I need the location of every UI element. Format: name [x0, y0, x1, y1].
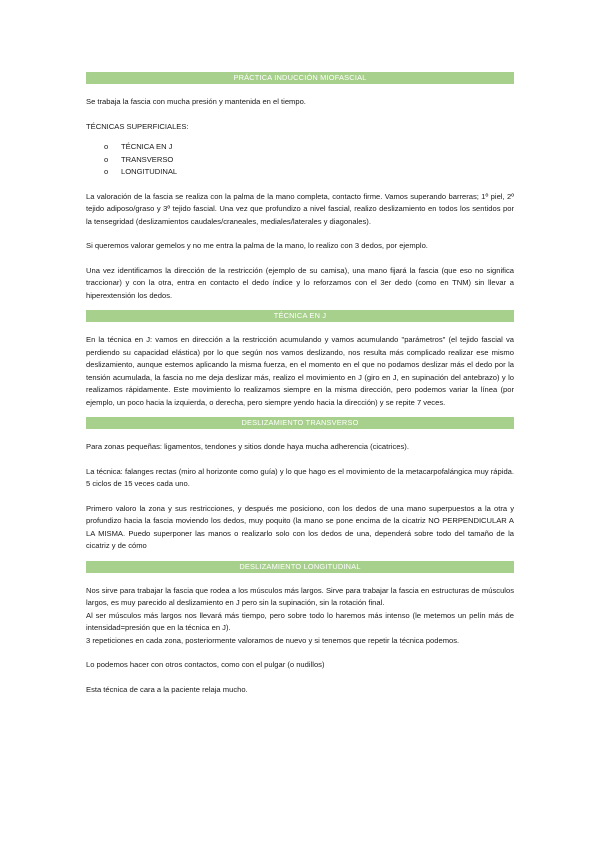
section-heading-longitudinal: DESLIZAMIENTO LONGITUDINAL: [86, 561, 514, 573]
bullet-marker: o: [104, 167, 109, 176]
gemelos-paragraph: Si queremos valorar gemelos y no me entra la palma de la mano, lo realizo con 3 dedos, por ejemplo.: [86, 241, 428, 250]
title-bar: PRÁCTICA INDUCCIÓN MIOFASCIAL: [86, 72, 514, 84]
longitudinal-paragraph-4: Lo podemos hacer con otros contactos, como con el pulgar (o nudillos): [86, 660, 325, 669]
transverso-paragraph-3: Primero valoro la zona y sus restricciones, y después me posiciono, con los dedos de una mano superpuestos a la otra y profundizo hacia la fascia moviendo los dedos, muy poquito (la mano se pone encima de la cicatriz NO PERPENDICULAR A LA MISMA. Puedo superponer las manos o realizarlo solo con los dedos de una, dependerá sobre todo del tamaño de la cicatriz y de cómo: [86, 503, 514, 550]
longitudinal-paragraph-5: Esta técnica de cara a la paciente relaja mucho.: [86, 684, 248, 694]
longitudinal-paragraph-3: 3 repeticiones en cada zona, posteriormente valoramos de nuevo y si tenemos que repetir la técnica podemos.: [86, 635, 460, 645]
bullet-marker: o: [104, 142, 109, 151]
list-item-text: TRANSVERSO: [121, 154, 174, 164]
longitudinal-paragraph-1: Nos sirve para trabajar la fascia que rodea a los músculos más largos. Sirve para trabajar la fascia en estructuras de músculos largos, es muy parecido al deslizamiento en J pero sin la supinación, sin la rotación final.: [86, 585, 514, 607]
list-item: [104, 141, 514, 154]
list-item: [104, 154, 514, 167]
tecnica-j-paragraph: En la técnica en J: vamos en dirección a la restricción acumulando y vamos acumulando "parámetros" (el tejido fascial va perdiendo su capacidad elástica) por lo que según nos vamos deslizando, nos resulta más complicado realizar ese mismo deslizamiento, aunque estemos aplicando la misma fuerza, en el momento en el que no podamos deslizar más el dedo por la tensión acumulada, la fascia no me deja deslizar más, realizo el movimiento en J (giro en J, en supinación del antebrazo) y lo realizamos rápidamente. Este movimiento lo realizamos siempre en la misma dirección, pero podemos variar la línea (por ejemplo, un poco hacia la izquierda, o derecha, pero siempre yendo hacia la dirección) y se repite 7 veces.: [86, 335, 514, 407]
list-item-text: LONGITUDINAL: [121, 167, 178, 176]
tecnicas-heading: TÉCNICAS SUPERFICIALES:: [86, 121, 189, 131]
direccion-paragraph: Una vez identificamos la dirección de la restricción (ejemplo de su camisa), una mano fijará la fascia (que eso no significa traccionar) y con la otra, entra en contacto el dedo índice y lo reforzamos con el 3er dedo (como en TNM) sin llevar a hiperextensión los dedos.: [86, 265, 514, 300]
bullet-marker: o: [104, 154, 109, 164]
list-item-text: TÉCNICA EN J: [121, 142, 173, 151]
list-item: [104, 166, 514, 179]
tecnicas-list: [86, 141, 514, 179]
section-heading-tecnica-j: TÉCNICA EN J: [86, 310, 514, 322]
transverso-paragraph-2: La técnica: falanges rectas (miro al horizonte como guía) y lo que hago es el movimiento de la metacarpofalángica muy rápida. 5 ciclos de 15 veces cada uno.: [86, 466, 514, 488]
section-heading-transverso: DESLIZAMIENTO TRANSVERSO: [86, 417, 514, 429]
document-content: [86, 72, 514, 696]
longitudinal-paragraph-2: Al ser músculos más largos nos llevará más tiempo, pero sobre todo lo haremos más intenso (le metemos un pelín más de intensidad=presión que en la técnica en J).: [86, 610, 514, 632]
valoracion-paragraph: La valoración de la fascia se realiza con la palma de la mano completa, contacto firme. Vamos superando barreras; 1º piel, 2º tejido adiposo/graso y 3º tejido fascial. Una vez que profundizo a nivel fascial, realizo deslizamiento en todos los sentidos por la tensegridad (deslizamientos caudales/craneales, mediales/laterales y diagonales).: [86, 191, 514, 226]
intro-paragraph: Se trabaja la fascia con mucha presión y mantenida en el tiempo.: [86, 97, 306, 106]
transverso-paragraph-1: Para zonas pequeñas: ligamentos, tendones y sitios donde haya mucha adherencia (cicatrices).: [86, 442, 409, 451]
